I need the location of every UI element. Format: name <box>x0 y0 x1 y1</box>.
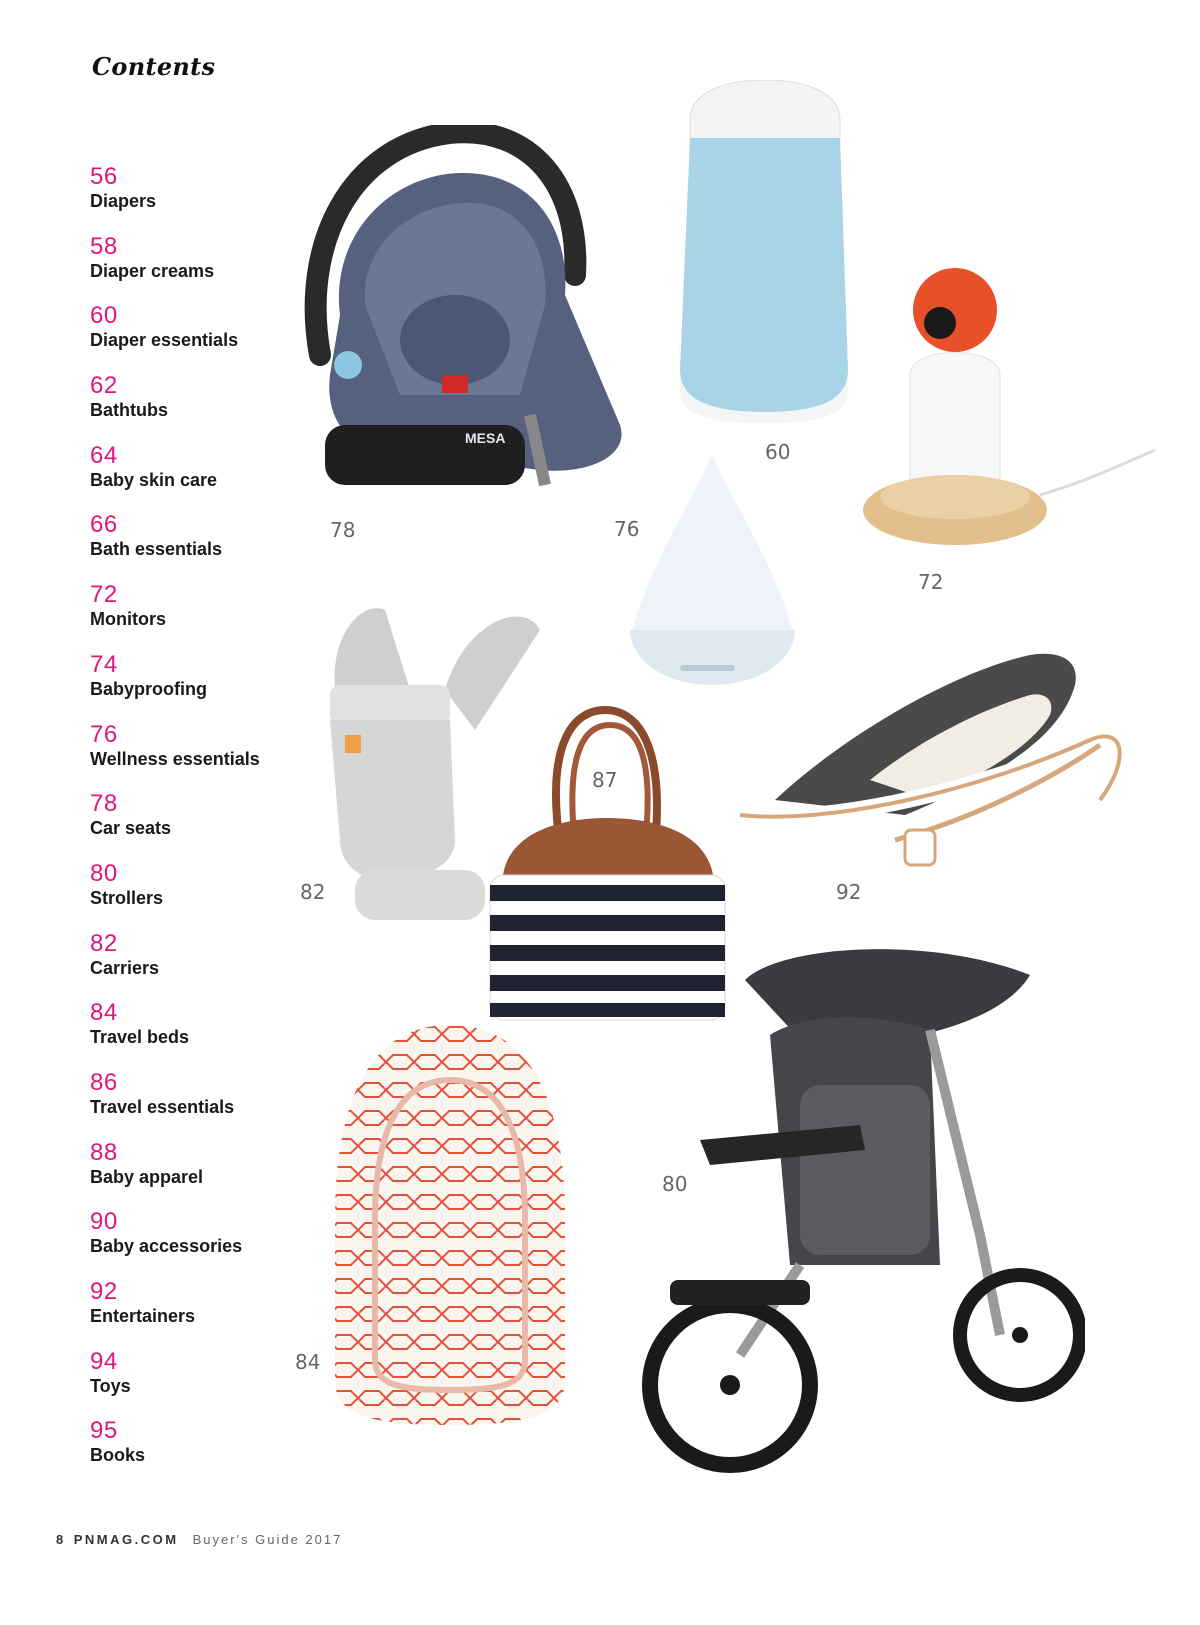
toc-item[interactable] <box>90 1140 320 1210</box>
toc-item[interactable] <box>90 722 320 792</box>
toc-item[interactable] <box>90 1349 320 1419</box>
mesa-label: MESA <box>465 430 506 446</box>
toc-page-number: 94 <box>90 1347 118 1375</box>
toc-label: Baby apparel <box>90 1166 204 1187</box>
toc-label: Toys <box>90 1375 131 1396</box>
bouncer-page-number: 92 <box>836 880 862 904</box>
toc-label: Books <box>90 1445 146 1466</box>
bag-page-number: 87 <box>592 768 618 792</box>
toc-item[interactable] <box>90 1000 320 1070</box>
toc-item[interactable] <box>90 1209 320 1279</box>
travel-bed-image <box>330 1020 570 1430</box>
toc-label: Baby accessories <box>90 1236 243 1257</box>
footer-guide: Buyer's Guide 2017 <box>192 1532 343 1547</box>
toc-label: Entertainers <box>90 1306 196 1326</box>
toc-item[interactable] <box>90 652 320 722</box>
bouncer-image <box>730 640 1140 875</box>
toc-page-number: 88 <box>90 1138 118 1166</box>
buckle-icon <box>442 375 468 393</box>
toc-label: Diaper essentials <box>90 330 239 351</box>
toc-item[interactable] <box>90 1070 320 1140</box>
contents-title: Contents <box>92 52 216 81</box>
toc-page-number: 60 <box>90 302 118 330</box>
toc-page-number: 74 <box>90 650 118 678</box>
toc-label: Monitors <box>90 609 166 630</box>
toc-label: Bathtubs <box>90 400 168 421</box>
toc-label: Carriers <box>90 957 160 978</box>
toc-label: Car seats <box>90 818 172 839</box>
toc-label: Bath essentials <box>90 539 223 560</box>
diaper-pail-page-number: 60 <box>765 440 791 464</box>
car-seat-image <box>290 125 650 515</box>
toc-label: Babyproofing <box>90 678 207 699</box>
toc-label: Travel beds <box>90 1027 190 1048</box>
toc-item[interactable] <box>90 861 320 931</box>
toc-item[interactable] <box>90 1279 320 1349</box>
toc-page-number: 64 <box>90 441 118 469</box>
toc-item[interactable] <box>90 234 320 304</box>
toc-label: Diaper creams <box>90 260 215 281</box>
toc-item[interactable] <box>90 443 320 513</box>
toc-page-number: 86 <box>90 1068 118 1096</box>
toc-page-number: 56 <box>90 163 118 190</box>
toc-page-number: 82 <box>90 929 118 957</box>
humidifier-page-number: 76 <box>614 517 640 541</box>
toc-page-number: 80 <box>90 859 118 887</box>
car-seat-page-number: 78 <box>330 518 356 542</box>
carrier-page-number: 82 <box>300 880 326 904</box>
toc-page-number: 58 <box>90 232 118 260</box>
page-footer <box>56 1532 342 1547</box>
toc-page-number: 78 <box>90 790 118 818</box>
monitor-page-number: 72 <box>918 570 944 594</box>
toc-page-number: 72 <box>90 581 118 609</box>
toc-item[interactable] <box>90 512 320 582</box>
toc-label: Diapers <box>90 191 157 211</box>
toc-item[interactable] <box>90 373 320 443</box>
toc-page-number: 95 <box>90 1417 118 1445</box>
toc-page-number: 90 <box>90 1208 118 1236</box>
diaper-pail-image <box>670 80 860 425</box>
toc-item[interactable] <box>90 303 320 373</box>
footer-site[interactable]: PNMAG.COM <box>73 1532 179 1547</box>
stroller-page-number: 80 <box>662 1172 688 1196</box>
toc-item[interactable] <box>90 931 320 1001</box>
toc-label: Wellness essentials <box>90 748 260 769</box>
toc-page-number: 92 <box>90 1278 118 1305</box>
stroller-image <box>640 935 1085 1480</box>
toc-item[interactable] <box>90 791 320 861</box>
toc-label: Baby skin care <box>90 469 218 490</box>
toc-page-number: 84 <box>90 999 118 1027</box>
logo-icon <box>345 735 361 753</box>
toc-label: Travel essentials <box>90 1096 235 1117</box>
toc-page-number: 76 <box>90 720 118 748</box>
footer-page-number: 8 <box>56 1532 66 1547</box>
table-of-contents <box>90 164 320 1488</box>
toc-page-number: 66 <box>90 511 118 539</box>
toc-label: Strollers <box>90 887 164 908</box>
travel-bed-page-number: 84 <box>295 1350 321 1374</box>
toc-item[interactable] <box>90 1418 320 1488</box>
monitor-image <box>860 265 1160 555</box>
toc-page-number: 62 <box>90 372 118 400</box>
toc-item[interactable] <box>90 582 320 652</box>
toc-item[interactable] <box>90 164 320 234</box>
